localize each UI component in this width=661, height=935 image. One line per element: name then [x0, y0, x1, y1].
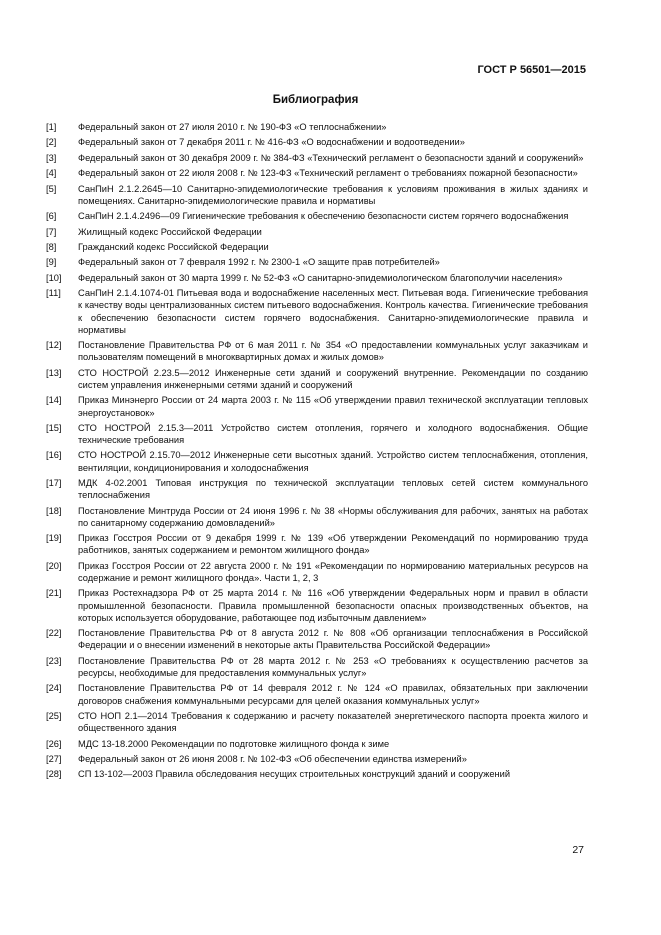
- bibliography-list: [46, 121, 588, 784]
- document-id: ГОСТ Р 56501—2015: [477, 64, 586, 76]
- entry-text: Жилищный кодекс Российской Федерации: [78, 226, 262, 237]
- bibliography-entry: [46, 339, 588, 363]
- entry-text: Гражданский кодекс Российской Федерации: [78, 241, 269, 252]
- entry-text: Постановление Минтруда России от 24 июня 1996 г. № 38 «Нормы обслуживания для рабочих, занятых на работах по санитарному содержанию домовладений»: [78, 505, 588, 528]
- entry-text: Постановление Правительства РФ от 14 февраля 2012 г. № 124 «О правилах, обязательных при заключении договоров снабжения коммунальными ресурсами для целей оказания коммунальных услуг»: [78, 683, 588, 706]
- bibliography-entry: [46, 136, 588, 148]
- bibliography-entry: [46, 287, 588, 336]
- bibliography-entry: [46, 272, 588, 284]
- entry-number: [23]: [46, 655, 62, 666]
- entry-text: Федеральный закон от 30 декабря 2009 г. № 384-ФЗ «Технический регламент о безопасности зданий и сооружений»: [78, 152, 584, 163]
- entry-text: Приказ Ростехнадзора РФ от 25 марта 2014 г. № 116 «Об утверждении Федеральных норм и правил в области промышленной безопасности. Правила промышленной безопасности опасных производственных объектов, на которых используется оборудование, работающее под избыточным давлением»: [78, 588, 588, 623]
- bibliography-entry: [46, 167, 588, 179]
- bibliography-entry: [46, 682, 588, 706]
- entry-text: СТО НОСТРОЙ 2.23.5—2012 Инженерные сети зданий и сооружений внутренние. Рекомендации по созданию систем управления инженерными сетями зданий и сооружений: [78, 367, 588, 390]
- entry-text: СП 13-102—2003 Правила обследования несущих строительных конструкций зданий и сооружений: [78, 769, 511, 780]
- entry-text: Федеральный закон от 22 июля 2008 г. № 123-ФЗ «Технический регламент о требованиях пожарной безопасности»: [78, 168, 578, 179]
- entry-text: Федеральный закон от 27 июля 2010 г. № 190-ФЗ «О теплоснабжении»: [78, 122, 387, 132]
- entry-number: [14]: [46, 395, 62, 406]
- entry-number: [12]: [46, 340, 62, 351]
- entry-number: [25]: [46, 711, 62, 722]
- entry-number: [22]: [46, 628, 62, 639]
- bibliography-entry: [46, 627, 588, 651]
- entry-text: МДК 4-02.2001 Типовая инструкция по технической эксплуатации тепловых сетей систем коммунального теплоснабжения: [78, 478, 588, 501]
- entry-number: [15]: [46, 422, 62, 433]
- entry-text: СанПиН 2.1.2.2645—10 Санитарно-эпидемиологические требования к условиям проживания в жилых зданиях и помещениях. Санитарно-эпидемиологические правила и нормативы: [78, 183, 588, 206]
- entry-text: Постановление Правительства РФ от 6 мая 2011 г. № 354 «О предоставлении коммунальных услуг заказчикам и пользователям помещений в многоквартирных домах и жилых домов»: [78, 340, 588, 363]
- entry-text: Федеральный закон от 30 марта 1999 г. № 52-ФЗ «О санитарно-эпидемиологическом благополучии населения»: [78, 272, 563, 283]
- entry-text: МДС 13-18.2000 Рекомендации по подготовке жилищного фонда к зиме: [78, 738, 390, 749]
- entry-number: [27]: [46, 754, 62, 765]
- bibliography-entry: [46, 226, 588, 238]
- entry-number: [2]: [46, 137, 57, 148]
- bibliography-entry: [46, 449, 588, 473]
- entry-number: [21]: [46, 588, 62, 599]
- entry-text: СТО НОП 2.1—2014 Требования к содержанию и расчету показателей энергетического паспорта проекта жилого и общественного здания: [78, 711, 588, 734]
- entry-number: [6]: [46, 211, 57, 222]
- entry-number: [13]: [46, 367, 62, 378]
- entry-text: Приказ Госстроя России от 9 декабря 1999 г. № 139 «Об утверждении Рекомендаций по нормированию труда работников, занятых содержанием и ремонтом жилищного фонда»: [78, 533, 588, 556]
- entry-text: СТО НОСТРОЙ 2.15.70—2012 Инженерные сети высотных зданий. Устройство систем теплоснабжения, отопления, вентиляции, кондиционирования и холодоснабжения: [78, 450, 588, 473]
- entry-text: Постановление Правительства РФ от 28 марта 2012 г. № 253 «О требованиях к осуществлению расчетов за ресурсы, необходимые для предоставления коммунальных услуг»: [78, 655, 588, 679]
- bibliography-entry: [46, 753, 588, 765]
- entry-text: СТО НОСТРОЙ 2.15.3—2011 Устройство систем отопления, горячего и холодного водоснабжения. Общие технические требования: [78, 422, 588, 446]
- entry-text: Федеральный закон от 7 февраля 1992 г. № 2300-1 «О защите прав потребителей»: [78, 257, 440, 268]
- entry-number: [17]: [46, 478, 62, 489]
- bibliography-entry: [46, 560, 588, 584]
- entry-number: [24]: [46, 683, 62, 694]
- entry-number: [1]: [46, 122, 57, 132]
- entry-number: [19]: [46, 533, 62, 544]
- bibliography-entry: [46, 587, 588, 624]
- entry-number: [11]: [46, 288, 61, 299]
- entry-number: [18]: [46, 505, 62, 516]
- bibliography-entry: [46, 422, 588, 446]
- entry-text: Федеральный закон от 26 июня 2008 г. № 102-ФЗ «Об обеспечении единства измерений»: [78, 754, 467, 765]
- entry-number: [16]: [46, 450, 62, 461]
- entry-number: [4]: [46, 168, 57, 179]
- bibliography-entry: [46, 710, 588, 734]
- bibliography-entry: [46, 183, 588, 207]
- section-title: Библиография: [272, 94, 359, 106]
- entry-number: [3]: [46, 152, 57, 163]
- bibliography-entry: [46, 477, 588, 501]
- bibliography-entry: [46, 256, 588, 268]
- bibliography-entry: [46, 152, 588, 164]
- bibliography-entry: [46, 655, 588, 679]
- entry-text: Приказ Минэнерго России от 24 марта 2003 г. № 115 «Об утверждении правил технической эксплуатации тепловых энергоустановок»: [78, 395, 588, 418]
- entry-text: Приказ Госстроя России от 22 августа 2000 г. № 191 «Рекомендации по нормированию материальных ресурсов на содержание и ремонт жилищного фонда». Части 1, 2, 3: [78, 560, 588, 584]
- entry-number: [28]: [46, 769, 62, 780]
- entry-text: Постановление Правительства РФ от 8 августа 2012 г. № 808 «Об организации теплоснабжения в Российской Федерации и о внесении изменений в некоторые акты Правительства Российской Федерации»: [78, 628, 588, 651]
- bibliography-entry: [46, 210, 588, 222]
- bibliography-entry: [46, 768, 588, 780]
- entry-number: [9]: [46, 257, 57, 268]
- bibliography-entry: [46, 532, 588, 556]
- bibliography-entry: [46, 241, 588, 253]
- entry-number: [26]: [46, 738, 62, 749]
- bibliography-entry: [46, 738, 588, 750]
- entry-number: [20]: [46, 560, 62, 571]
- entry-number: [10]: [46, 272, 62, 283]
- entry-number: [5]: [46, 183, 57, 194]
- entry-text: Федеральный закон от 7 декабря 2011 г. № 416-ФЗ «О водоснабжении и водоотведении»: [78, 137, 465, 148]
- entry-number: [8]: [46, 241, 57, 252]
- entry-text: СанПиН 2.1.4.2496—09 Гигиенические требования к обеспечению безопасности систем горячего водоснабжения: [78, 211, 569, 222]
- bibliography-entry: [46, 394, 588, 418]
- bibliography-entry: [46, 367, 588, 391]
- entry-number: [7]: [46, 226, 57, 237]
- entry-text: СанПиН 2.1.4.1074-01 Питьевая вода и водоснабжение населенных мест. Питьевая вода. Гигиенические требования к качеству воды централизованных систем питьевого водоснабжения. Контроль качества. Гигиенические требования к обеспечению безопасности систем горячего водоснабжения. Санитарно-эпидемиологические правила и нормативы: [78, 288, 588, 335]
- bibliography-entry: [46, 505, 588, 529]
- bibliography-entry: [46, 121, 588, 133]
- page-number: 27: [572, 844, 584, 856]
